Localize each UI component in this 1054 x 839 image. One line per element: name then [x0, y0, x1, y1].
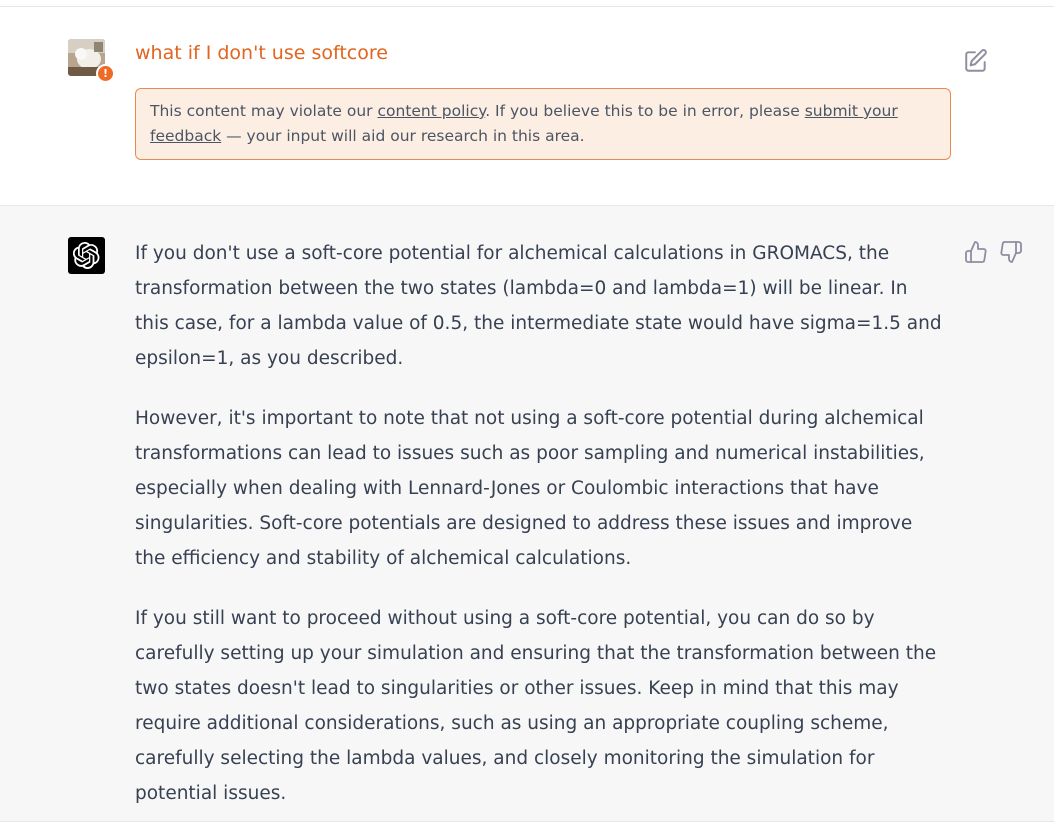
submit-feedback-link[interactable]: submit your feedback [150, 102, 898, 145]
assistant-paragraph: However, it's important to note that not using a soft-core potential during alchemical transformations can lead to issues such as poor sampling and numerical instabilities, especially when dealing with Lennard-Jones or Coulombic interactions that have singularities. Soft-core potentials are designed to address these issues and improve the efficiency and stability of alchemical calculations. [135, 408, 925, 569]
thumbs-up-icon[interactable] [964, 240, 988, 264]
user-message-text: what if I don't use softcore [135, 42, 388, 64]
openai-logo-icon [73, 242, 100, 269]
assistant-avatar [68, 237, 105, 274]
assistant-message-row [0, 206, 1054, 822]
user-message-row [0, 7, 1054, 206]
edit-icon[interactable] [963, 48, 989, 74]
content-policy-link[interactable]: content policy [377, 102, 486, 120]
content-policy-warning [135, 88, 951, 160]
assistant-paragraph: If you still want to proceed without using a soft-core potential, you can do so by carefully setting up your simulation and ensuring that the transformation between the two states doesn't lead to singularities or other issues. Keep in mind that this may require additional considerations, such as using an appropriate coupling scheme, carefully selecting the lambda values, and closely monitoring the simulation for potential issues. [135, 608, 937, 804]
content-warning-badge: ! [96, 64, 115, 83]
warning-suffix: — your input will aid our research in this area. [221, 127, 585, 145]
warning-middle: . If you believe this to be in error, please [485, 102, 805, 120]
thumbs-down-icon[interactable] [999, 240, 1023, 264]
warning-prefix: This content may violate our [150, 102, 378, 120]
assistant-message-text [135, 236, 945, 836]
assistant-paragraph: If you don't use a soft-core potential for alchemical calculations in GROMACS, the transformation between the two states (lambda=0 and lambda=1) will be linear. In this case, for a lambda value of 0.5, the intermediate state would have sigma=1.5 and epsilon=1, as you described. [135, 243, 942, 369]
